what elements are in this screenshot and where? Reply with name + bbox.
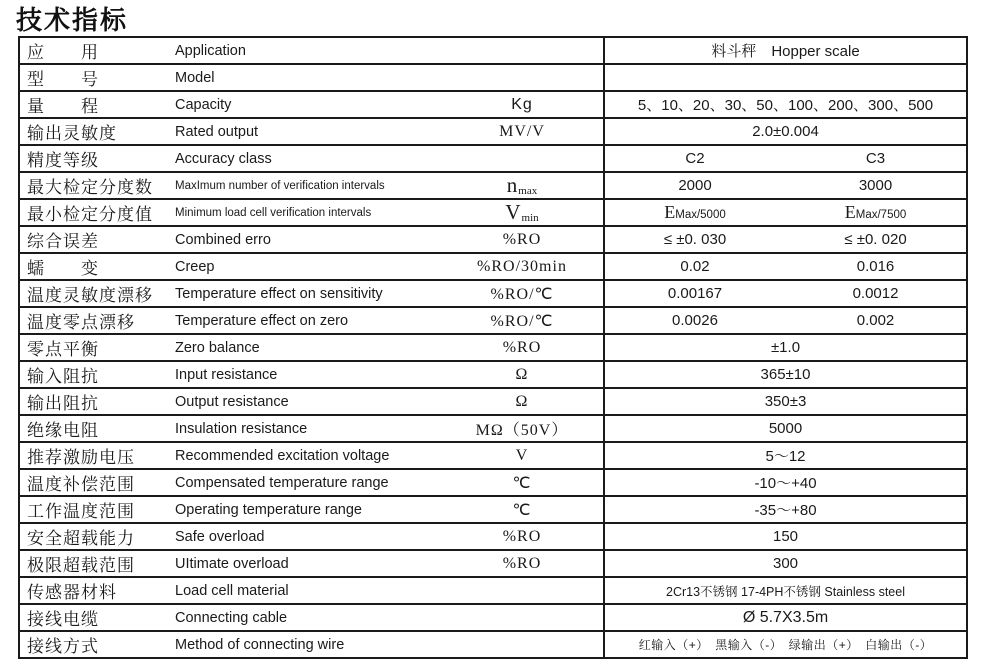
- table-row: [19, 253, 967, 280]
- value-c3-cell: 0.002: [785, 307, 967, 334]
- table-row: [19, 361, 967, 388]
- label-en: Compensated temperature range: [173, 469, 441, 496]
- label-en: Accuracy class: [173, 145, 441, 172]
- table-row: [19, 469, 967, 496]
- label-en: Input resistance: [173, 361, 441, 388]
- unit-cell: [441, 199, 604, 226]
- table-row: [19, 145, 967, 172]
- label-en: Temperature effect on zero: [173, 307, 441, 334]
- unit-symbol: V: [505, 200, 522, 224]
- table-row: [19, 334, 967, 361]
- value-c2-cell: 0.00167: [604, 280, 785, 307]
- label-cn: 接线电缆: [19, 604, 173, 631]
- label-cn: 蠕 变: [19, 253, 173, 280]
- table-row: [19, 523, 967, 550]
- value-cell: 150: [604, 523, 967, 550]
- label-en: Temperature effect on sensitivity: [173, 280, 441, 307]
- unit-symbol: n: [506, 173, 519, 197]
- value-c2-cell: 0.0026: [604, 307, 785, 334]
- unit-cell: MV/V: [441, 118, 604, 145]
- unit-cell: [441, 577, 604, 604]
- label-cn: 量 程: [19, 91, 173, 118]
- value-cell: 2Cr13不锈钢 17-4PH不锈钢 Stainless steel: [604, 577, 967, 604]
- label-cn: 极限超载范围: [19, 550, 173, 577]
- unit-cell: [441, 631, 604, 658]
- spec-table: [18, 36, 968, 659]
- table-row: [19, 118, 967, 145]
- label-cn: 安全超载能力: [19, 523, 173, 550]
- value-cell: Ø 5.7X3.5m: [604, 604, 967, 631]
- unit-cell: %RO: [441, 334, 604, 361]
- table-row: [19, 280, 967, 307]
- unit-cell: Kg: [441, 91, 604, 118]
- value-cell: 料斗秤 Hopper scale: [604, 37, 967, 64]
- label-en: Combined erro: [173, 226, 441, 253]
- value-c2-cell: 0.02: [604, 253, 785, 280]
- value-cell: -10～+40: [604, 469, 967, 496]
- value-cell: 5～12: [604, 442, 967, 469]
- label-cn: 温度灵敏度漂移: [19, 280, 173, 307]
- label-en: Load cell material: [173, 577, 441, 604]
- value-c3-cell: 0.016: [785, 253, 967, 280]
- table-row: [19, 577, 967, 604]
- label-en: Output resistance: [173, 388, 441, 415]
- label-cn: 零点平衡: [19, 334, 173, 361]
- label-en: Recommended excitation voltage: [173, 442, 441, 469]
- table-row: [19, 172, 967, 199]
- unit-cell: [441, 172, 604, 199]
- emax-symbol: E: [844, 202, 856, 222]
- table-row: [19, 199, 967, 226]
- table-row: [19, 307, 967, 334]
- value-c3-cell: 3000: [785, 172, 967, 199]
- value-c3-cell: 0.0012: [785, 280, 967, 307]
- table-row: [19, 91, 967, 118]
- label-en: Rated output: [173, 118, 441, 145]
- label-en: Insulation resistance: [173, 415, 441, 442]
- unit-cell: ℃: [441, 469, 604, 496]
- table-row: [19, 226, 967, 253]
- value-cell: 300: [604, 550, 967, 577]
- value-cell: 350±3: [604, 388, 967, 415]
- value-cell: 5000: [604, 415, 967, 442]
- unit-cell: %RO: [441, 523, 604, 550]
- value-cell: ±1.0: [604, 334, 967, 361]
- label-cn: 工作温度范围: [19, 496, 173, 523]
- label-cn: 传感器材料: [19, 577, 173, 604]
- value-cell: [604, 64, 967, 91]
- value-c2-cell: ≤ ±0. 030: [604, 226, 785, 253]
- label-cn: 输出灵敏度: [19, 118, 173, 145]
- unit-subscript: max: [518, 185, 538, 197]
- table-row: [19, 604, 967, 631]
- unit-cell: %RO/30min: [441, 253, 604, 280]
- value-cell: 红输入（+） 黑输入（-） 绿输出（+） 白输出（-）: [604, 631, 967, 658]
- label-cn: 输出阻抗: [19, 388, 173, 415]
- unit-cell: [441, 64, 604, 91]
- label-en: Connecting cable: [173, 604, 441, 631]
- table-row: [19, 388, 967, 415]
- unit-cell: ℃: [441, 496, 604, 523]
- unit-cell: Ω: [441, 388, 604, 415]
- label-cn: 最小检定分度值: [19, 199, 173, 226]
- value-c3-cell: C3: [785, 145, 967, 172]
- unit-cell: %RO: [441, 226, 604, 253]
- value-c3-cell: ≤ ±0. 020: [785, 226, 967, 253]
- table-row: [19, 415, 967, 442]
- label-en: Creep: [173, 253, 441, 280]
- table-row: [19, 37, 967, 64]
- label-cn: 型 号: [19, 64, 173, 91]
- label-cn: 温度补偿范围: [19, 469, 173, 496]
- label-en: MaxImum number of verification intervals: [173, 172, 441, 199]
- label-en: Zero balance: [173, 334, 441, 361]
- unit-cell: Ω: [441, 361, 604, 388]
- label-cn: 温度零点漂移: [19, 307, 173, 334]
- unit-cell: %RO/℃: [441, 307, 604, 334]
- value-cell: -35～+80: [604, 496, 967, 523]
- label-cn: 精度等级: [19, 145, 173, 172]
- unit-cell: [441, 37, 604, 64]
- label-en: Operating temperature range: [173, 496, 441, 523]
- unit-cell: [441, 604, 604, 631]
- table-row: [19, 64, 967, 91]
- table-row: [19, 631, 967, 658]
- unit-cell: [441, 145, 604, 172]
- value-cell: 5、10、20、30、50、100、200、300、500: [604, 91, 967, 118]
- label-en: Capacity: [173, 91, 441, 118]
- unit-subscript: min: [521, 212, 539, 224]
- label-en: Safe overload: [173, 523, 441, 550]
- label-en: Method of connecting wire: [173, 631, 441, 658]
- value-c2-cell: C2: [604, 145, 785, 172]
- emax-fraction: Max/7500: [855, 209, 907, 221]
- label-cn: 最大检定分度数: [19, 172, 173, 199]
- value-c2-cell: 2000: [604, 172, 785, 199]
- value-cell: 2.0±0.004: [604, 118, 967, 145]
- table-row: [19, 550, 967, 577]
- table-row: [19, 442, 967, 469]
- page-title: 技术指标: [16, 5, 129, 35]
- emax-fraction: Max/5000: [675, 209, 726, 221]
- unit-cell: MΩ（50V）: [441, 415, 604, 442]
- label-en: Model: [173, 64, 441, 91]
- label-cn: 推荐激励电压: [19, 442, 173, 469]
- unit-cell: %RO/℃: [441, 280, 604, 307]
- label-en: Application: [173, 37, 441, 64]
- label-cn: 综合误差: [19, 226, 173, 253]
- unit-cell: %RO: [441, 550, 604, 577]
- label-cn: 绝缘电阻: [19, 415, 173, 442]
- value-c3-cell: [785, 199, 967, 226]
- label-cn: 应 用: [19, 37, 173, 64]
- unit-cell: V: [441, 442, 604, 469]
- table-row: [19, 496, 967, 523]
- label-en: Minimum load cell verification intervals: [173, 199, 441, 226]
- value-c2-cell: [604, 199, 785, 226]
- label-en: UItimate overload: [173, 550, 441, 577]
- value-cell: 365±10: [604, 361, 967, 388]
- label-cn: 接线方式: [19, 631, 173, 658]
- emax-symbol: E: [664, 202, 676, 222]
- label-cn: 输入阻抗: [19, 361, 173, 388]
